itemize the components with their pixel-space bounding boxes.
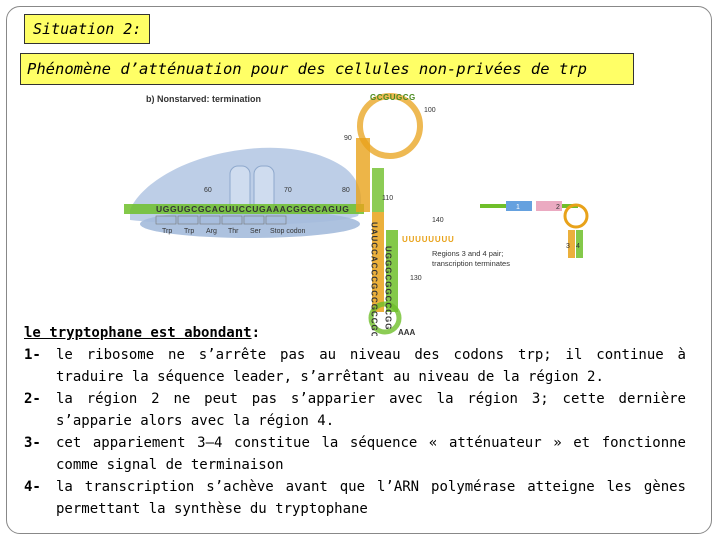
- item-number: 1-: [24, 347, 41, 363]
- item-text: la région 2 ne peut pas s’apparier avec la région 3; cette dernière s’apparie alors avec la région 4.: [56, 391, 686, 429]
- position-100: 100: [424, 107, 436, 114]
- loop-tail: AAA: [398, 328, 416, 336]
- mini-region-1-label: 1: [516, 204, 520, 211]
- item-number: 4-: [24, 479, 41, 495]
- position-130: 130: [410, 275, 422, 282]
- list-item: [24, 432, 686, 476]
- lead-phrase: le tryptophane est abondant: [24, 325, 252, 341]
- terminator-left-column: UAUCCACCCGCCGCCGCCG: [369, 222, 379, 336]
- situation-label: Situation 2:: [24, 14, 150, 44]
- mini-region-3-label: 3: [566, 243, 570, 250]
- explanation-text: [24, 322, 686, 520]
- list-item: [24, 344, 686, 388]
- poly-u-tail: UUUUUUUU: [402, 235, 455, 244]
- position-110: 110: [382, 195, 394, 202]
- codon-label-1: Trp: [162, 228, 173, 235]
- terminator-right-column: UGGGCGGCCCGG: [383, 246, 393, 331]
- codon-label-5: Ser: [250, 228, 261, 235]
- position-90: 90: [344, 135, 352, 142]
- top-loop: [360, 96, 420, 156]
- item-text: la transcription s’achève avant que l’ARN polymérase atteigne les gènes permettant la synthèse du tryptophane: [56, 479, 686, 517]
- item-number: 2-: [24, 391, 41, 407]
- mini-region-4-label: 4: [576, 243, 580, 250]
- position-80: 80: [342, 187, 350, 194]
- codon-label-2: Trp: [184, 228, 195, 235]
- loop-sequence: GCGUGCG: [370, 93, 416, 102]
- mini-loop: [565, 205, 587, 227]
- codon-label-6: Stop codon: [270, 228, 306, 235]
- terminator-label-line2: transcription terminates: [432, 259, 510, 268]
- lead-colon: :: [251, 325, 261, 341]
- mini-region-2-label: 2: [556, 204, 560, 211]
- position-140: 140: [432, 217, 444, 224]
- stem-region-3-upper: [372, 168, 384, 212]
- codon-label-4: Thr: [228, 228, 239, 235]
- leader-sequence: UGGUGCGCACUUCCUGAAACGGGCAGUG: [156, 204, 350, 214]
- attenuation-diagram: [120, 88, 600, 336]
- item-number: 3-: [24, 435, 41, 451]
- item-text: cet appariement 3–4 constitue la séquence « atténuateur » et fonctionne comme signal de terminaison: [56, 435, 686, 473]
- item-text: le ribosome ne s’arrête pas au niveau des codons trp; il continue à traduire la séquence leader, s’arrêtant au niveau de la région 2.: [56, 347, 686, 385]
- lead-line: [24, 322, 686, 344]
- codon-label-3: Arg: [206, 228, 217, 235]
- attenuation-figure: [120, 88, 600, 336]
- terminator-label-line1: Regions 3 and 4 pair;: [432, 249, 504, 258]
- position-70: 70: [284, 187, 292, 194]
- list-item: [24, 388, 686, 432]
- page-title: Phénomène d’atténuation pour des cellules non-privées de trp: [20, 53, 634, 85]
- list-item: [24, 476, 686, 520]
- panel-label: b) Nonstarved: termination: [146, 94, 262, 104]
- position-60: 60: [204, 187, 212, 194]
